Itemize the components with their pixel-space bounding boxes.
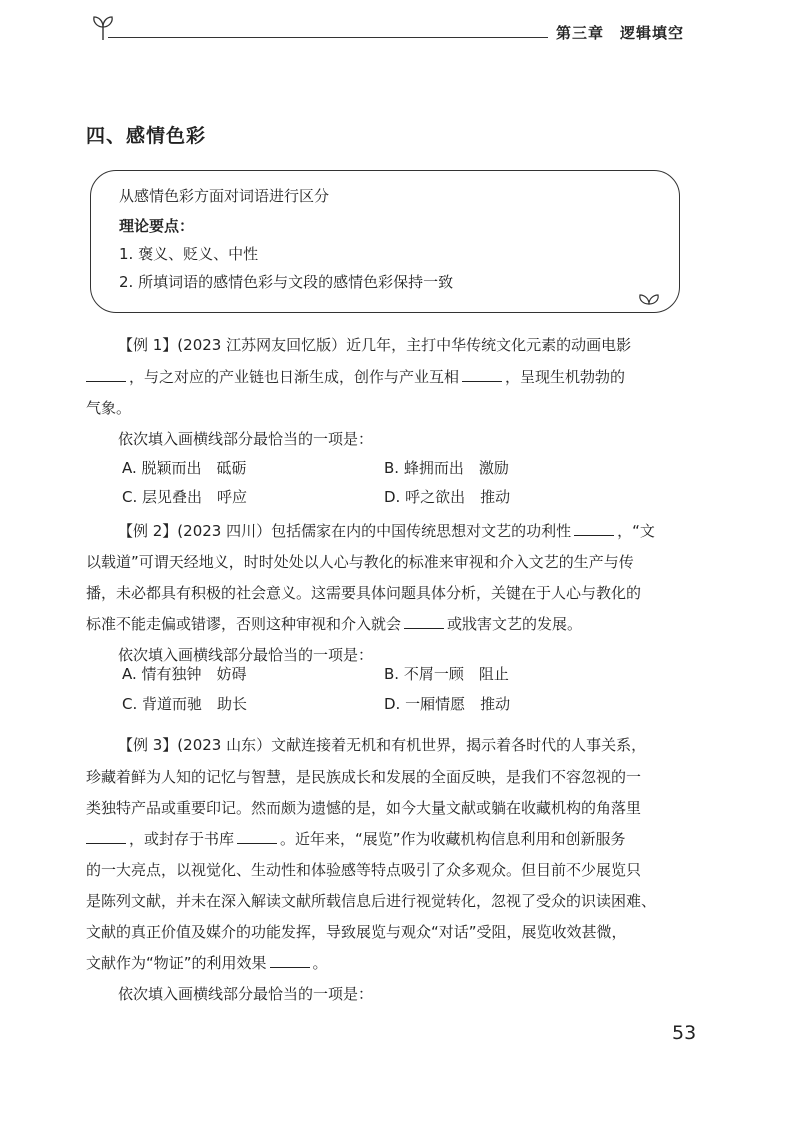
theory-box	[90, 170, 680, 313]
answer-blank	[404, 614, 444, 629]
chapter-title: 第三章 逻辑填空	[556, 24, 685, 42]
ex1-option-c: C. 层见叠出 呼应	[122, 488, 248, 506]
ex1-line-2: ，与之对应的产业链也日渐生成，创作与产业互相 ，呈现生机勃勃的	[86, 366, 625, 387]
answer-blank	[462, 367, 502, 382]
leaf-icon	[637, 290, 661, 306]
theory-heading: 理论要点：	[119, 217, 195, 235]
ex1-line-1: 【例 1】(2023 江苏网友回忆版）近几年，主打中华传统文化元素的动画电影	[118, 336, 632, 354]
ex2-line-3: 播，未必都具有积极的社会意义。这需要具体问题具体分析，关键在于人心与教化的	[86, 584, 642, 602]
header-rule	[108, 37, 548, 38]
ex1-question: 依次填入画横线部分最恰当的一项是：	[118, 430, 374, 448]
answer-blank	[237, 829, 277, 844]
ex2-line-2: 以载道”可谓天经地义，时时处处以人心与教化的标准来审视和介入文艺的生产与传	[86, 553, 634, 571]
ex1-option-d: D. 呼之欲出 推动	[384, 488, 511, 506]
ex2-line-1: 【例 2】(2023 四川）包括儒家在内的中国传统思想对文艺的功利性 ，“文	[118, 522, 655, 540]
ex2-option-d: D. 一厢情愿 推动	[384, 695, 511, 713]
ex1-option-a: A. 脱颖而出 砥砺	[122, 459, 247, 477]
theory-item-2: 2. 所填词语的感情色彩与文段的感情色彩保持一致	[119, 273, 454, 291]
ex2-option-b: B. 不屑一顾 阻止	[384, 665, 509, 683]
ex3-line-5: 的一大亮点，以视觉化、生动性和体验感等特点吸引了众多观众。但目前不少展览只	[86, 861, 642, 879]
ex3-line-3: 类独特产品或重要印记。然而颇为遗憾的是，如今大量文献或躺在收藏机构的角落里	[86, 799, 642, 817]
section-title: 四、感情色彩	[86, 125, 207, 147]
ex3-line-8: 文献作为“物证”的利用效果 。	[86, 954, 328, 972]
ex3-line-7: 文献的真正价值及媒介的功能发挥，导致展览与观众“对话”受阻，展览收效甚微，	[86, 923, 627, 941]
theory-item-1: 1. 褒义、贬义、中性	[119, 245, 259, 263]
answer-blank	[270, 953, 310, 968]
ex3-question: 依次填入画横线部分最恰当的一项是：	[118, 985, 374, 1003]
ex1-line-3: 气象。	[86, 399, 132, 417]
ex3-line-2: 珍藏着鲜为人知的记忆与智慧，是民族成长和发展的全面反映，是我们不容忽视的一	[86, 768, 642, 786]
ex3-line-1: 【例 3】(2023 山东）文献连接着无机和有机世界，揭示着各时代的人事关系，	[118, 736, 647, 754]
ex3-line-6: 是陈列文献，并未在深入解读文献所载信息后进行视觉转化，忽视了受众的识读困难、	[86, 892, 657, 910]
ex2-question: 依次填入画横线部分最恰当的一项是：	[118, 646, 374, 664]
theory-intro: 从感情色彩方面对词语进行区分	[119, 187, 330, 205]
ex2-option-a: A. 情有独钟 妨碍	[122, 665, 247, 683]
page-number: 53	[672, 1022, 697, 1044]
ex2-option-c: C. 背道而驰 助长	[122, 695, 248, 713]
answer-blank	[86, 829, 126, 844]
answer-blank	[86, 367, 126, 382]
ex1-option-b: B. 蜂拥而出 激励	[384, 459, 509, 477]
ex2-line-4: 标准不能走偏或错谬，否则这种审视和介入就会 或戕害文艺的发展。	[86, 615, 583, 633]
answer-blank	[574, 521, 614, 536]
ex3-line-4: ，或封存于书库 。近年来，“展览”作为收藏机构信息利用和创新服务	[86, 828, 626, 849]
